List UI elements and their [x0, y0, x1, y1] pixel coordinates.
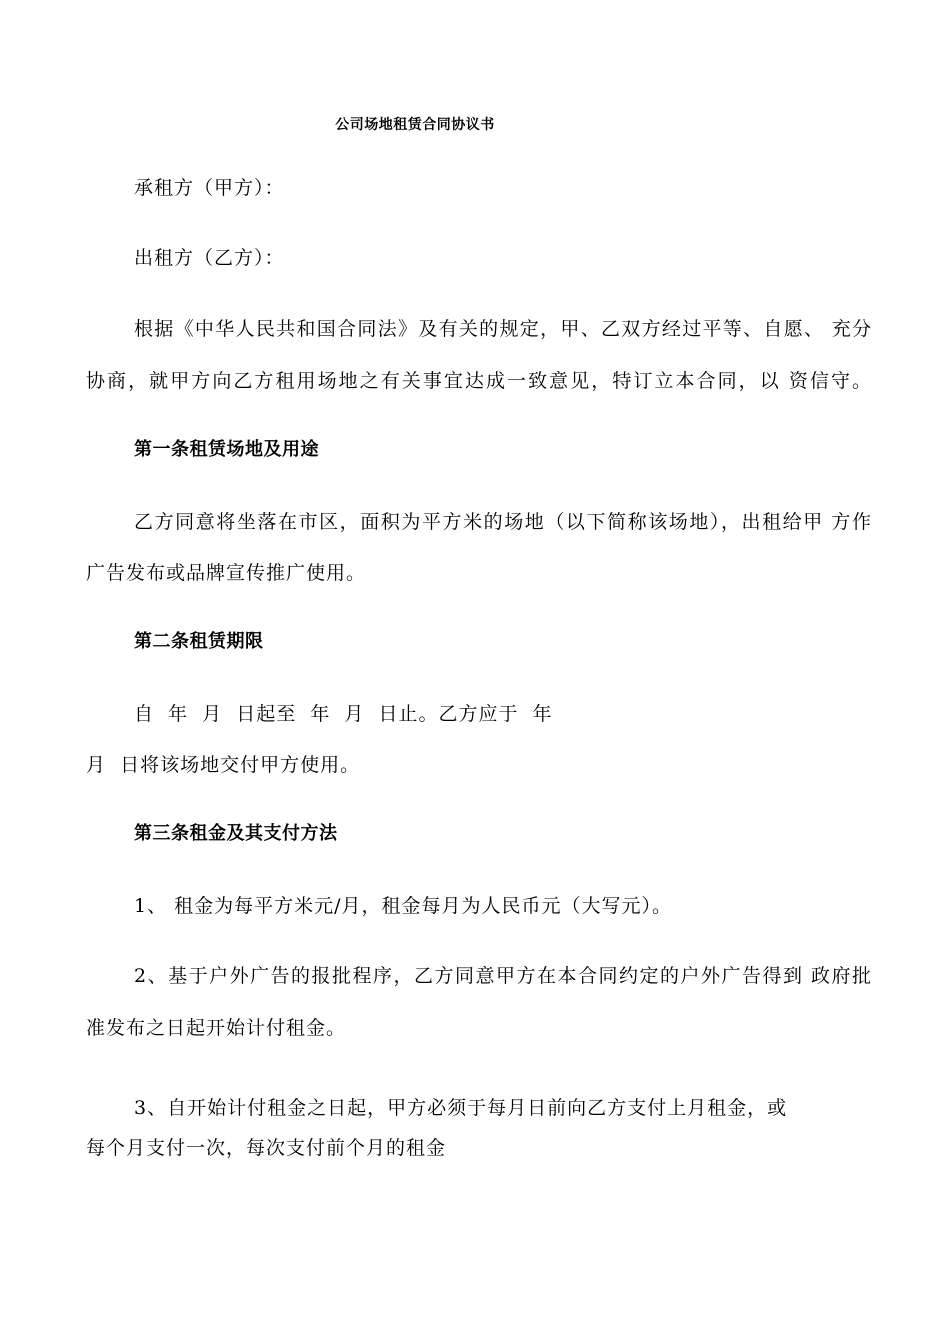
intro-line-2: 协商，就甲方向乙方租用场地之有关事宜达成一致意见，特订立本合同，以 资信守。: [86, 370, 872, 392]
intro-line-1: 根据《中华人民共和国合同法》及有关的规定，甲、乙双方经过平等、自愿、 充分: [134, 318, 872, 340]
article3-item-2-line-1: 2、基于户外广告的报批程序，乙方同意甲方在本合同约定的户外广告得到 政府批: [134, 965, 872, 987]
document-title: 公司场地租赁合同协议书: [335, 117, 495, 133]
party-b-line: 出租方（乙方）：: [134, 247, 285, 269]
article2-line-2: 月 日将该场地交付甲方使用。: [86, 754, 361, 776]
article3-item-3-line-2: 每个月支付一次，每次支付前个月的租金: [86, 1137, 447, 1159]
article3-item-2-line-2: 准发布之日起开始计付租金。: [86, 1017, 347, 1039]
article1-line-1: 乙方同意将坐落在市区，面积为平方米的场地（以下简称该场地），出租给甲 方作: [134, 511, 872, 533]
article3-item-3-line-1: 3、自开始计付租金之日起，甲方必须于每月日前向乙方支付上月租金，或: [134, 1097, 788, 1119]
article2-heading: 第二条租赁期限: [134, 631, 264, 652]
article3-item-1: 1、 租金为每平方米元/月，租金每月为人民币元（大写元）。: [134, 895, 673, 917]
article3-heading: 第三条租金及其支付方法: [134, 823, 338, 844]
party-a-line: 承租方（甲方）：: [134, 177, 285, 199]
article1-heading: 第一条租赁场地及用途: [134, 439, 319, 460]
article2-line-1: 自 年 月 日起至 年 月 日止。乙方应于 年: [134, 703, 553, 725]
article1-line-2: 广告发布或品牌宣传推广使用。: [86, 562, 367, 584]
